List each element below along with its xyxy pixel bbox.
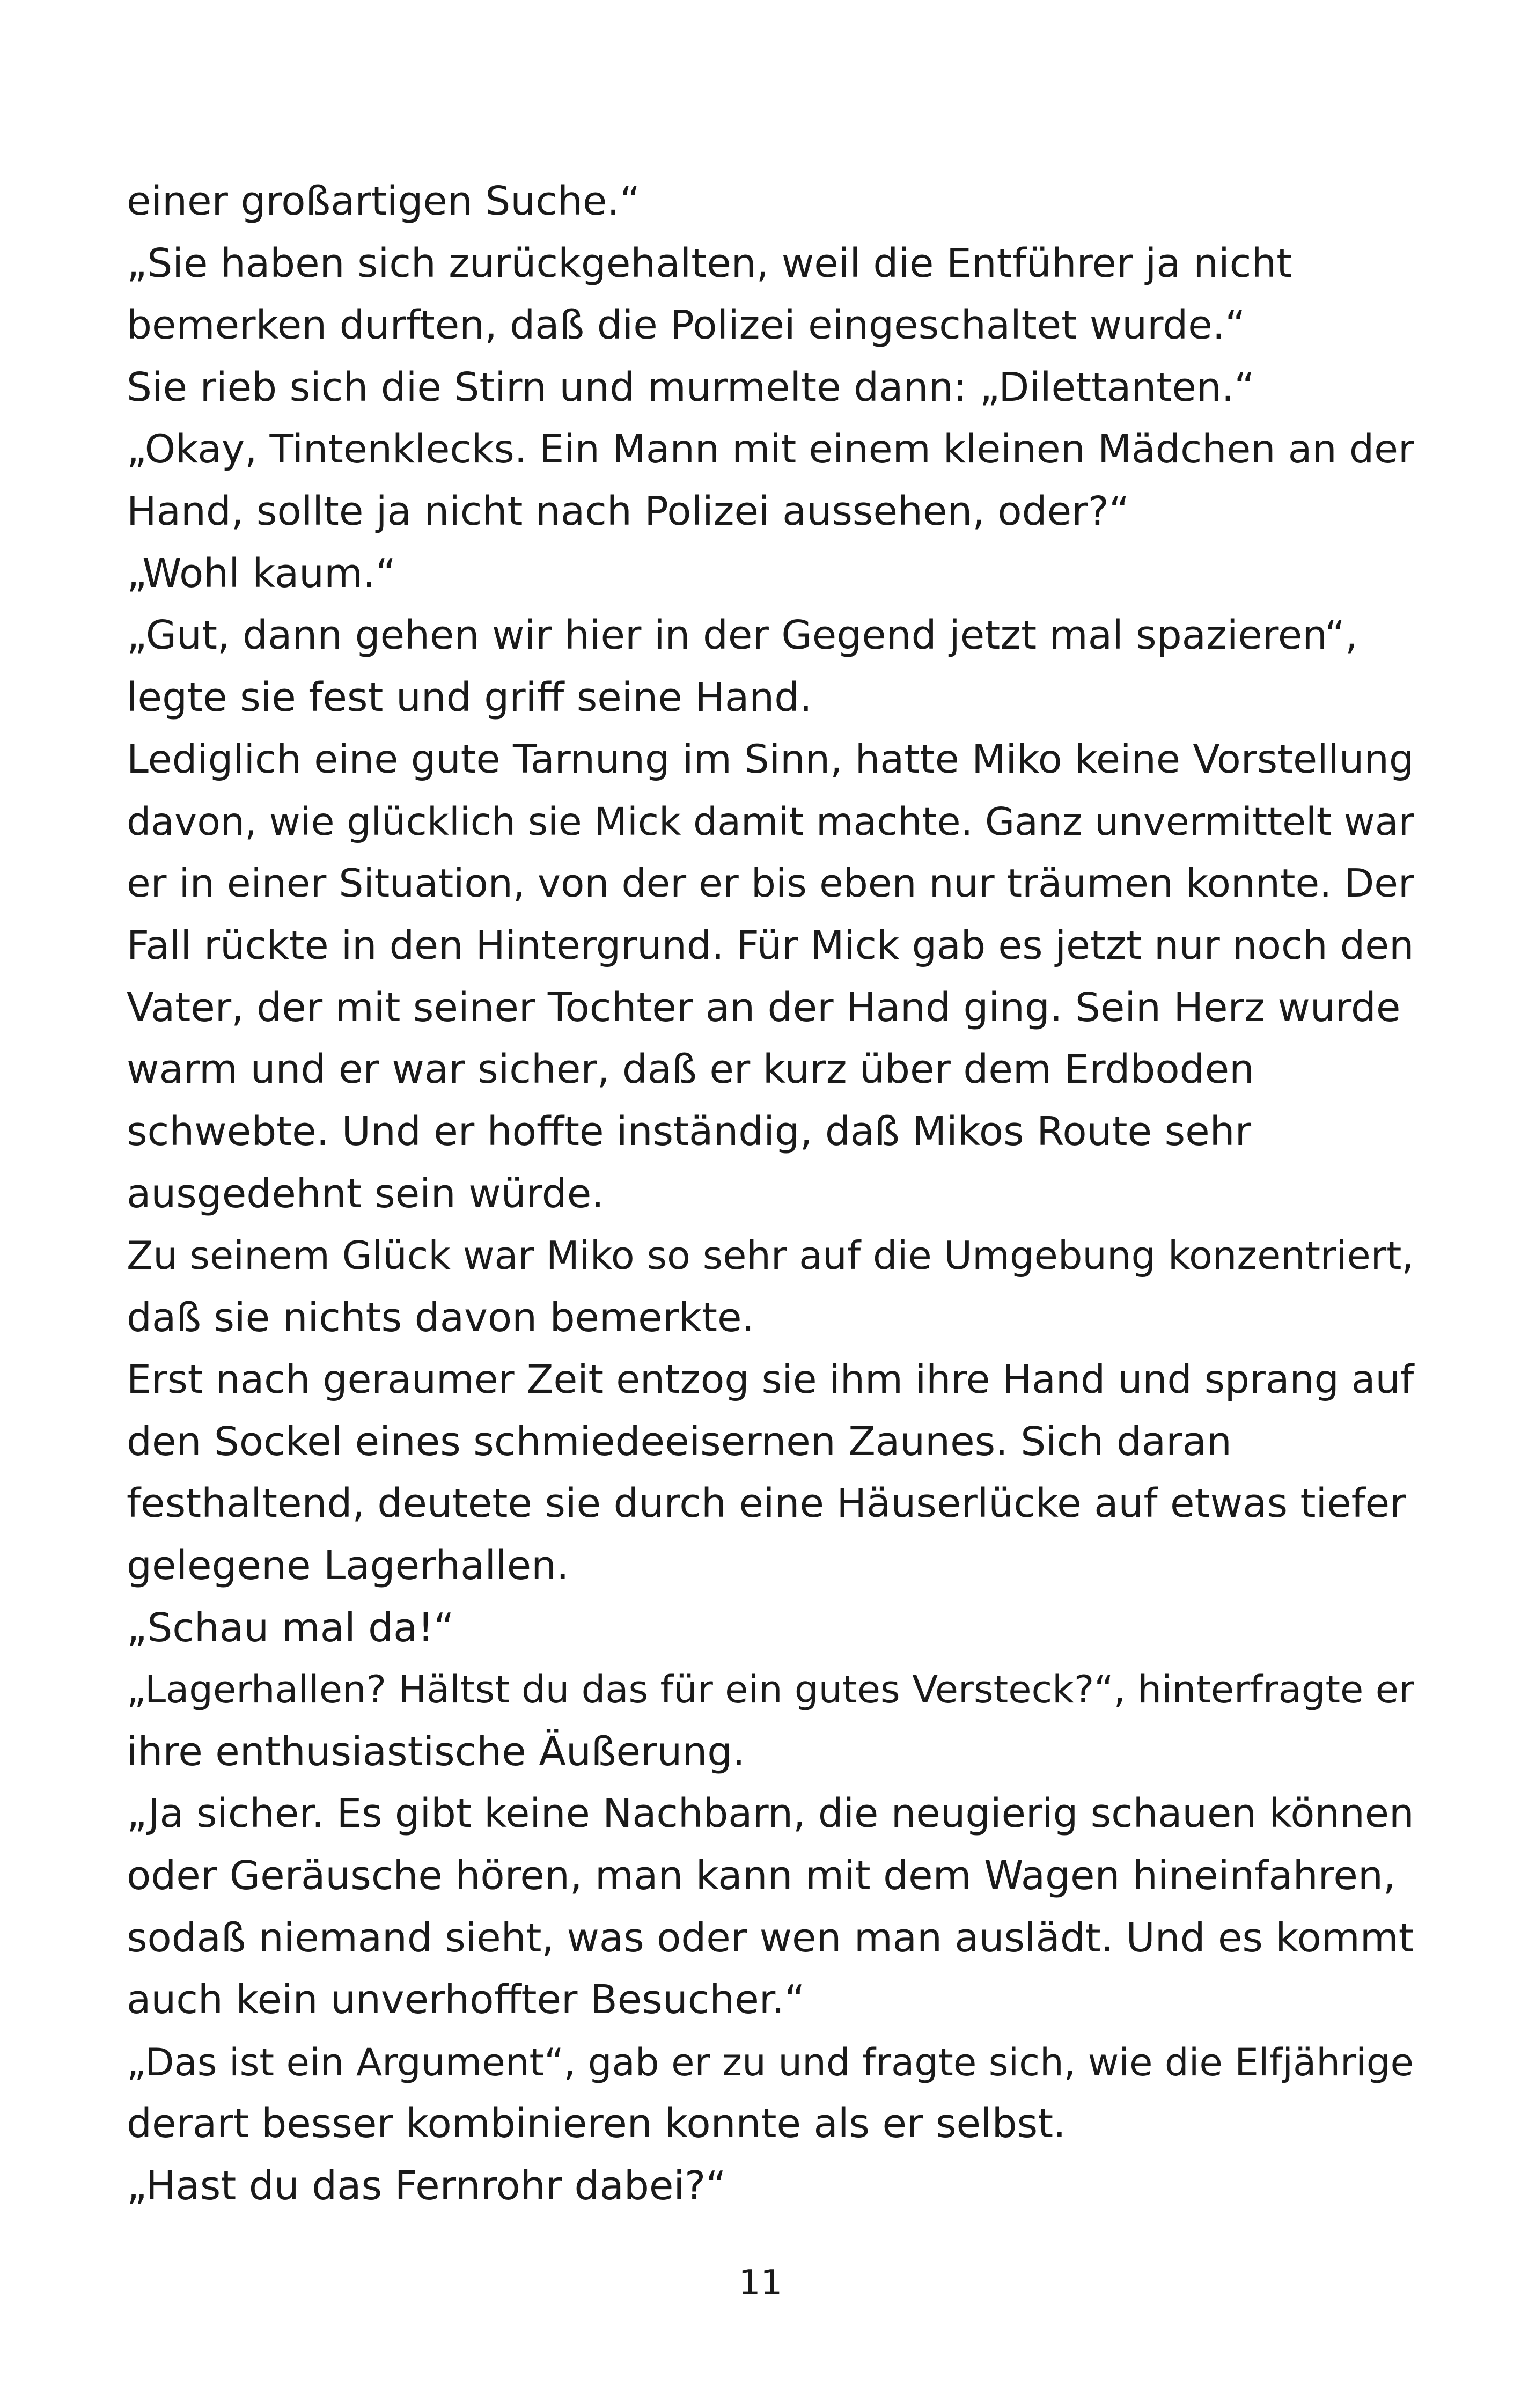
text-line: Vater, der mit seiner Tochter an der Hand ging. Sein Herz wurde xyxy=(127,984,1401,1031)
text-line: Erst nach geraumer Zeit entzog sie ihm ihre Hand und sprang auf xyxy=(127,1357,1414,1403)
text-line: „Hast du das Fernrohr dabei?“ xyxy=(127,2163,726,2209)
text-line: den Sockel eines schmiedeeisernen Zaunes. Sich daran xyxy=(127,1418,1232,1465)
text-line: „Ja sicher. Es gibt keine Nachbarn, die neugierig schauen können xyxy=(127,1791,1414,1837)
text-line: legte sie fest und griff seine Hand. xyxy=(127,674,812,721)
text-line: gelegene Lagerhallen. xyxy=(127,1543,569,1589)
text-line: einer großartigen Suche.“ xyxy=(127,178,641,224)
text-line: „Lagerhallen? Hältst du das für ein gutes Versteck?“, hinterfragte er xyxy=(127,1668,1414,1712)
text-line: er in einer Situation, von der er bis eben nur träumen konnte. Der xyxy=(127,861,1414,906)
text-line: daß sie nichts davon bemerkte. xyxy=(127,1294,755,1341)
page-number: 11 xyxy=(738,2263,783,2303)
text-line: derart besser kombinieren konnte als er selbst. xyxy=(127,2101,1066,2147)
text-line: Lediglich eine gute Tarnung im Sinn, hatte Miko keine Vorstellung xyxy=(127,737,1414,783)
text-line: „Schau mal da!“ xyxy=(127,1604,454,1651)
text-line: „Gut, dann gehen wir hier in der Gegend jetzt mal spazieren“, xyxy=(127,612,1358,659)
text-line: auch kein unverhoffter Besucher.“ xyxy=(127,1977,805,2023)
text-line: Sie rieb sich die Stirn und murmelte dann: „Dilettanten.“ xyxy=(127,364,1255,410)
text-line: oder Geräusche hören, man kann mit dem Wagen hineinfahren, xyxy=(127,1853,1396,1899)
text-line: „Wohl kaum.“ xyxy=(127,550,396,597)
text-line: sodaß niemand sieht, was oder wen man auslädt. Und es kommt xyxy=(127,1914,1414,1961)
text-line: warm und er war sicher, daß er kurz über dem Erdboden xyxy=(127,1046,1255,1093)
text-line: ausgedehnt sein würde. xyxy=(127,1170,604,1217)
text-line: ihre enthusiastische Äußerung. xyxy=(127,1728,745,1775)
text-line: Hand, sollte ja nicht nach Polizei aussehen, oder?“ xyxy=(127,488,1130,534)
text-line: Zu seinem Glück war Miko so sehr auf die Umgebung konzentriert, xyxy=(127,1233,1414,1279)
text-line: schwebte. Und er hoffte inständig, daß Mikos Route sehr xyxy=(127,1108,1251,1155)
text-line: „Okay, Tintenklecks. Ein Mann mit einem kleinen Mädchen an der xyxy=(127,427,1415,473)
text-line: festhaltend, deutete sie durch eine Häuserlücke auf etwas tiefer xyxy=(127,1480,1406,1527)
text-line: Fall rückte in den Hintergrund. Für Mick gab es jetzt nur noch den xyxy=(127,923,1414,969)
body-text xyxy=(127,171,1414,2218)
text-line: davon, wie glücklich sie Mick damit machte. Ganz unvermittelt war xyxy=(127,799,1414,844)
text-line: „Sie haben sich zurückgehalten, weil die Entführer ja nicht xyxy=(127,240,1292,287)
text-line: „Das ist ein Argument“, gab er zu und fragte sich, wie die Elfjährige xyxy=(127,2039,1414,2084)
text-line: bemerken durften, daß die Polizei eingeschaltet wurde.“ xyxy=(127,302,1246,349)
